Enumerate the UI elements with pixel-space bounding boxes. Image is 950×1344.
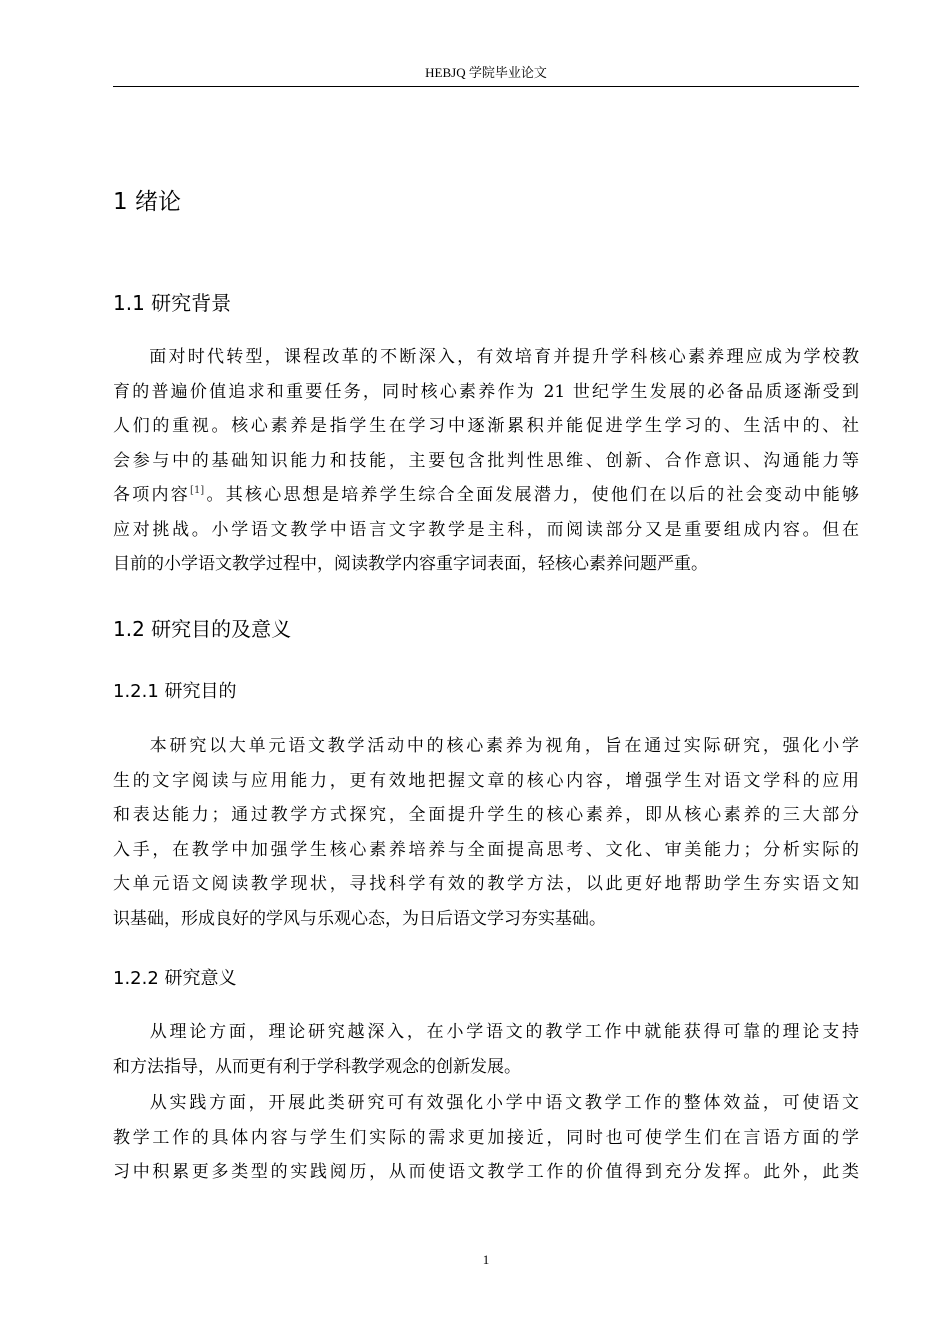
paragraph-line: 大单元语文阅读教学现状，寻找科学有效的教学方法，以此更好地帮助学生夯实语文知 bbox=[113, 874, 859, 894]
paragraph-line: 从实践方面，开展此类研究可有效强化小学中语文教学工作的整体效益，可使语文 bbox=[147, 1093, 859, 1113]
paragraph-line: 应对挑战。小学语文教学中语言文字教学是主科，而阅读部分又是重要组成内容。但在 bbox=[113, 519, 859, 540]
paragraph-line: 入手，在教学中加强学生核心素养培养与全面提高思考、文化、审美能力；分析实际的 bbox=[113, 839, 859, 860]
section-1-1-heading: 1.1 研究背景 bbox=[113, 291, 232, 315]
paragraph-line: 会参与中的基础知识能力和技能，主要包含批判性思维、创新、合作意识、沟通能力等 bbox=[113, 450, 859, 471]
purpose-paragraph bbox=[113, 729, 859, 936]
paragraph-line: 识基础，形成良好的学风与乐观心态，为日后语文学习夯实基础。 bbox=[113, 908, 606, 929]
paragraph-line: 和方法指导，从而更有利于学科教学观念的创新发展。 bbox=[113, 1056, 521, 1077]
paragraph-line: 各项内容[1]。其核心思想是培养学生综合全面发展潜力，使他们在以后的社会变动中能够 bbox=[113, 485, 859, 505]
paragraph-line: 和表达能力；通过教学方式探究，全面提升学生的核心素养，即从核心素养的三大部分 bbox=[113, 805, 859, 825]
paragraph-line: 本研究以大单元语文教学活动中的核心素养为视角，旨在通过实际研究，强化小学 bbox=[147, 736, 859, 756]
chapter-title: 1 绪论 bbox=[113, 189, 181, 215]
header-rule bbox=[113, 86, 859, 87]
section-1-2-heading: 1.2 研究目的及意义 bbox=[113, 617, 292, 641]
paragraph-line: 从理论方面，理论研究越深入，在小学语文的教学工作中就能获得可靠的理论支持 bbox=[147, 1022, 859, 1042]
section-1-2-2-heading: 1.2.2 研究意义 bbox=[113, 968, 237, 989]
page-number: 1 bbox=[482, 1252, 490, 1267]
paragraph-line: 习中积累更多类型的实践阅历，从而使语文教学工作的价值得到充分发挥。此外，此类 bbox=[113, 1162, 859, 1182]
background-paragraph bbox=[113, 340, 859, 582]
paragraph-line: 教学工作的具体内容与学生们实际的需求更加接近，同时也可使学生们在言语方面的学 bbox=[113, 1127, 859, 1148]
paragraph-line: 生的文字阅读与应用能力，更有效地把握文章的核心内容，增强学生对语文学科的应用 bbox=[113, 770, 859, 791]
significance-paragraph-theory bbox=[113, 1015, 859, 1084]
paragraph-line: 目前的小学语文教学过程中，阅读教学内容重字词表面，轻核心素养问题严重。 bbox=[113, 554, 708, 574]
paragraph-line: 育的普遍价值追求和重要任务，同时核心素养作为 21 世纪学生发展的必备品质逐渐受到 bbox=[113, 381, 859, 402]
page-header: HEBJQ 学院毕业论文 bbox=[425, 65, 547, 80]
significance-paragraph-practice bbox=[113, 1086, 859, 1190]
section-1-2-1-heading: 1.2.1 研究目的 bbox=[113, 681, 237, 702]
paragraph-line: 面对时代转型，课程改革的不断深入，有效培育并提升学科核心素养理应成为学校教 bbox=[147, 347, 859, 367]
paragraph-line: 人们的重视。核心素养是指学生在学习中逐渐累积并能促进学生学习的、生活中的、社 bbox=[113, 416, 859, 436]
citation-reference[interactable]: [1] bbox=[190, 485, 205, 496]
